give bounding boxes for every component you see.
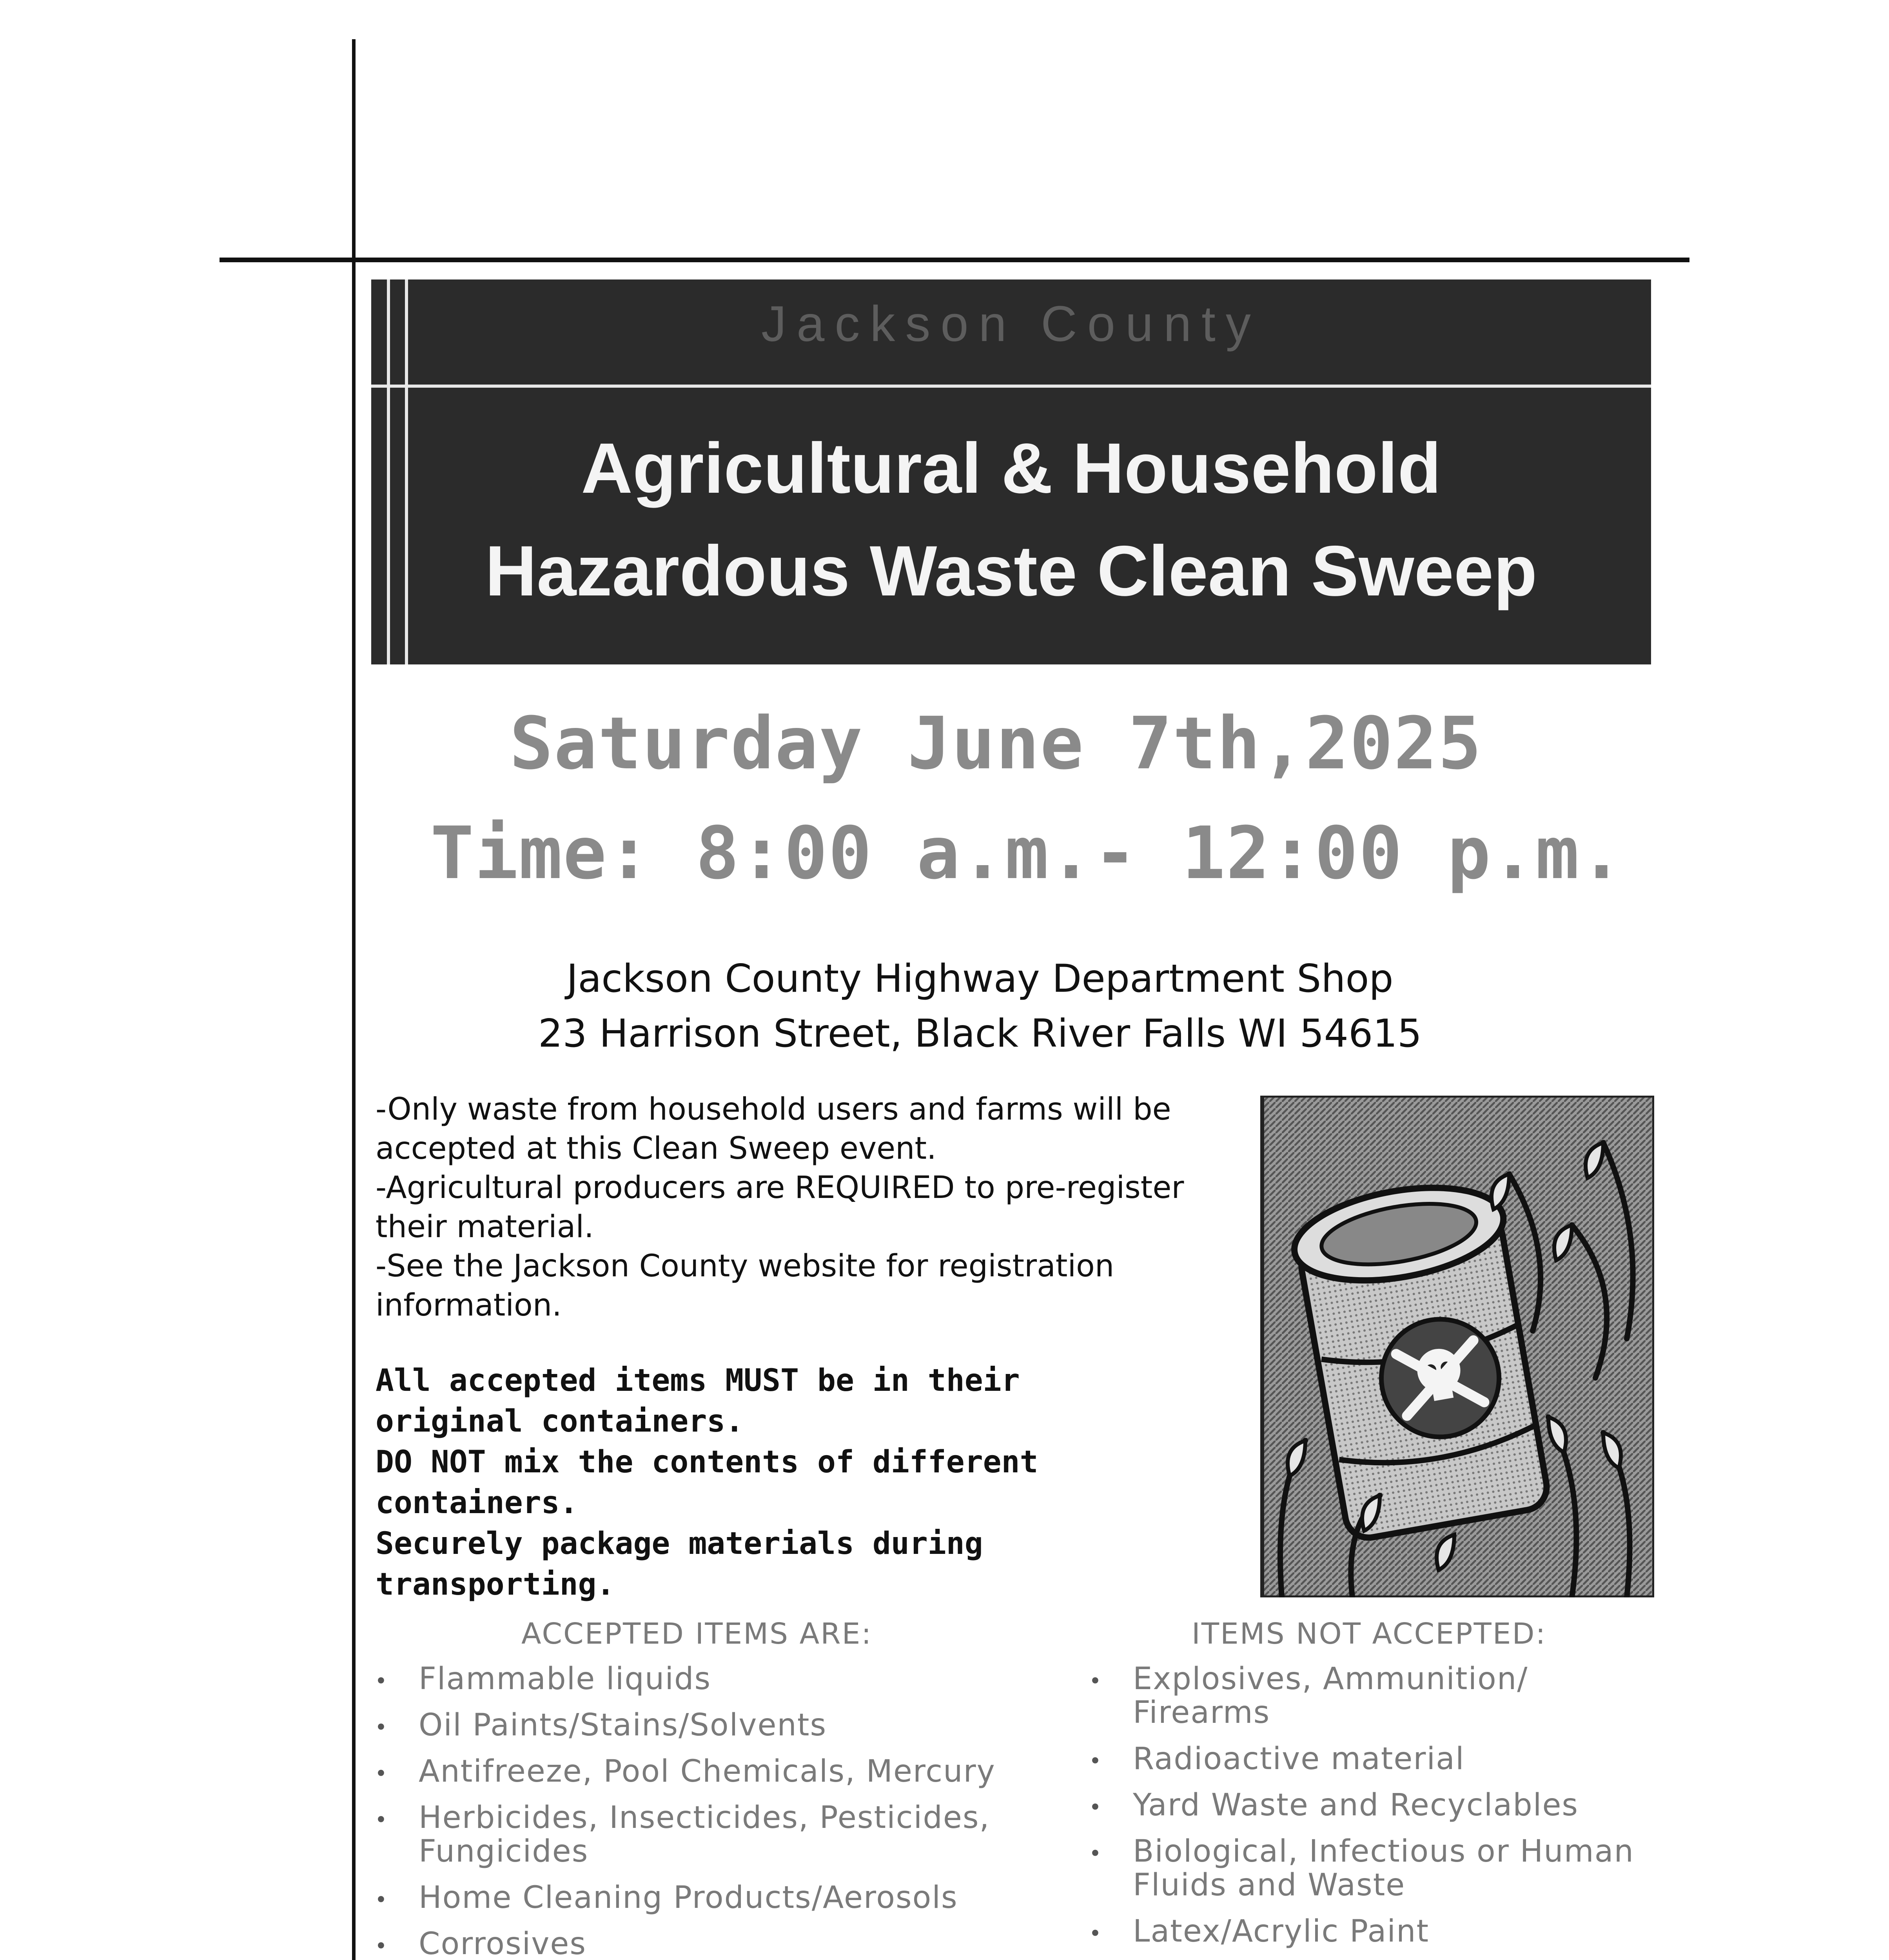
venue-address: 23 Harrison Street, Black River Falls WI 54615 xyxy=(538,1011,1422,1056)
list-item: • Corrosives xyxy=(372,1927,1077,1960)
frame-top-rule xyxy=(220,258,1689,262)
not-accepted-items-list xyxy=(1086,1662,1674,1960)
packaging-instructions xyxy=(376,1360,1316,1605)
event-time: Time: 8:00 a.m.- 12:00 p.m. xyxy=(430,811,1624,895)
banner-title xyxy=(371,417,1651,622)
list-item: • Herbicides, Insecticides, Pesticides, Fungicides xyxy=(372,1801,1018,1868)
list-item: • Explosives, Ammunition/ Firearms xyxy=(1086,1662,1595,1730)
instruction-text: DO NOT mix the contents of different containers. xyxy=(376,1445,1038,1521)
list-item: • Latex/Acrylic Paint xyxy=(1086,1915,1674,1948)
accepted-items-heading: ACCEPTED ITEMS ARE: xyxy=(521,1617,873,1651)
list-item: • Oil Paints/Stains/Solvents xyxy=(372,1708,1077,1742)
list-item: • Antifreeze, Pool Chemicals, Mercury xyxy=(372,1755,1077,1788)
event-rules xyxy=(376,1090,1250,1325)
list-item: • Radioactive material xyxy=(1086,1742,1674,1776)
rule-text: -See the Jackson County website for registration information. xyxy=(376,1249,1114,1323)
list-item: • Flammable liquids xyxy=(372,1662,1077,1696)
instruction-text: All accepted items MUST be in their original containers. xyxy=(376,1363,1020,1439)
banner-divider xyxy=(371,385,1651,388)
banner-county-name: Jackson County xyxy=(761,296,1261,352)
list-item: • Yard Waste and Recyclables xyxy=(1086,1788,1674,1822)
toxic-barrel-with-wilted-plants-icon xyxy=(1250,1096,1654,1597)
rule-text: -Only waste from household users and farms will be accepted at this Clean Sweep event. xyxy=(376,1092,1171,1166)
list-item: • Home Cleaning Products/Aerosols xyxy=(372,1881,1077,1915)
accepted-items-list xyxy=(372,1662,1077,1960)
title-banner xyxy=(371,279,1651,664)
instruction-text: Securely package materials during transporting. xyxy=(376,1526,983,1602)
event-date: Saturday June 7th,2025 xyxy=(510,702,1483,786)
banner-title-line: Agricultural & Household xyxy=(581,428,1441,508)
list-item: • Biological, Infectious or Human Fluids and Waste xyxy=(1086,1835,1674,1902)
rule-text: -Agricultural producers are REQUIRED to pre-register their material. xyxy=(376,1170,1184,1245)
not-accepted-items-heading: ITEMS NOT ACCEPTED: xyxy=(1192,1617,1547,1651)
banner-title-line: Hazardous Waste Clean Sweep xyxy=(485,531,1537,611)
venue-name: Jackson County Highway Department Shop xyxy=(566,956,1394,1001)
